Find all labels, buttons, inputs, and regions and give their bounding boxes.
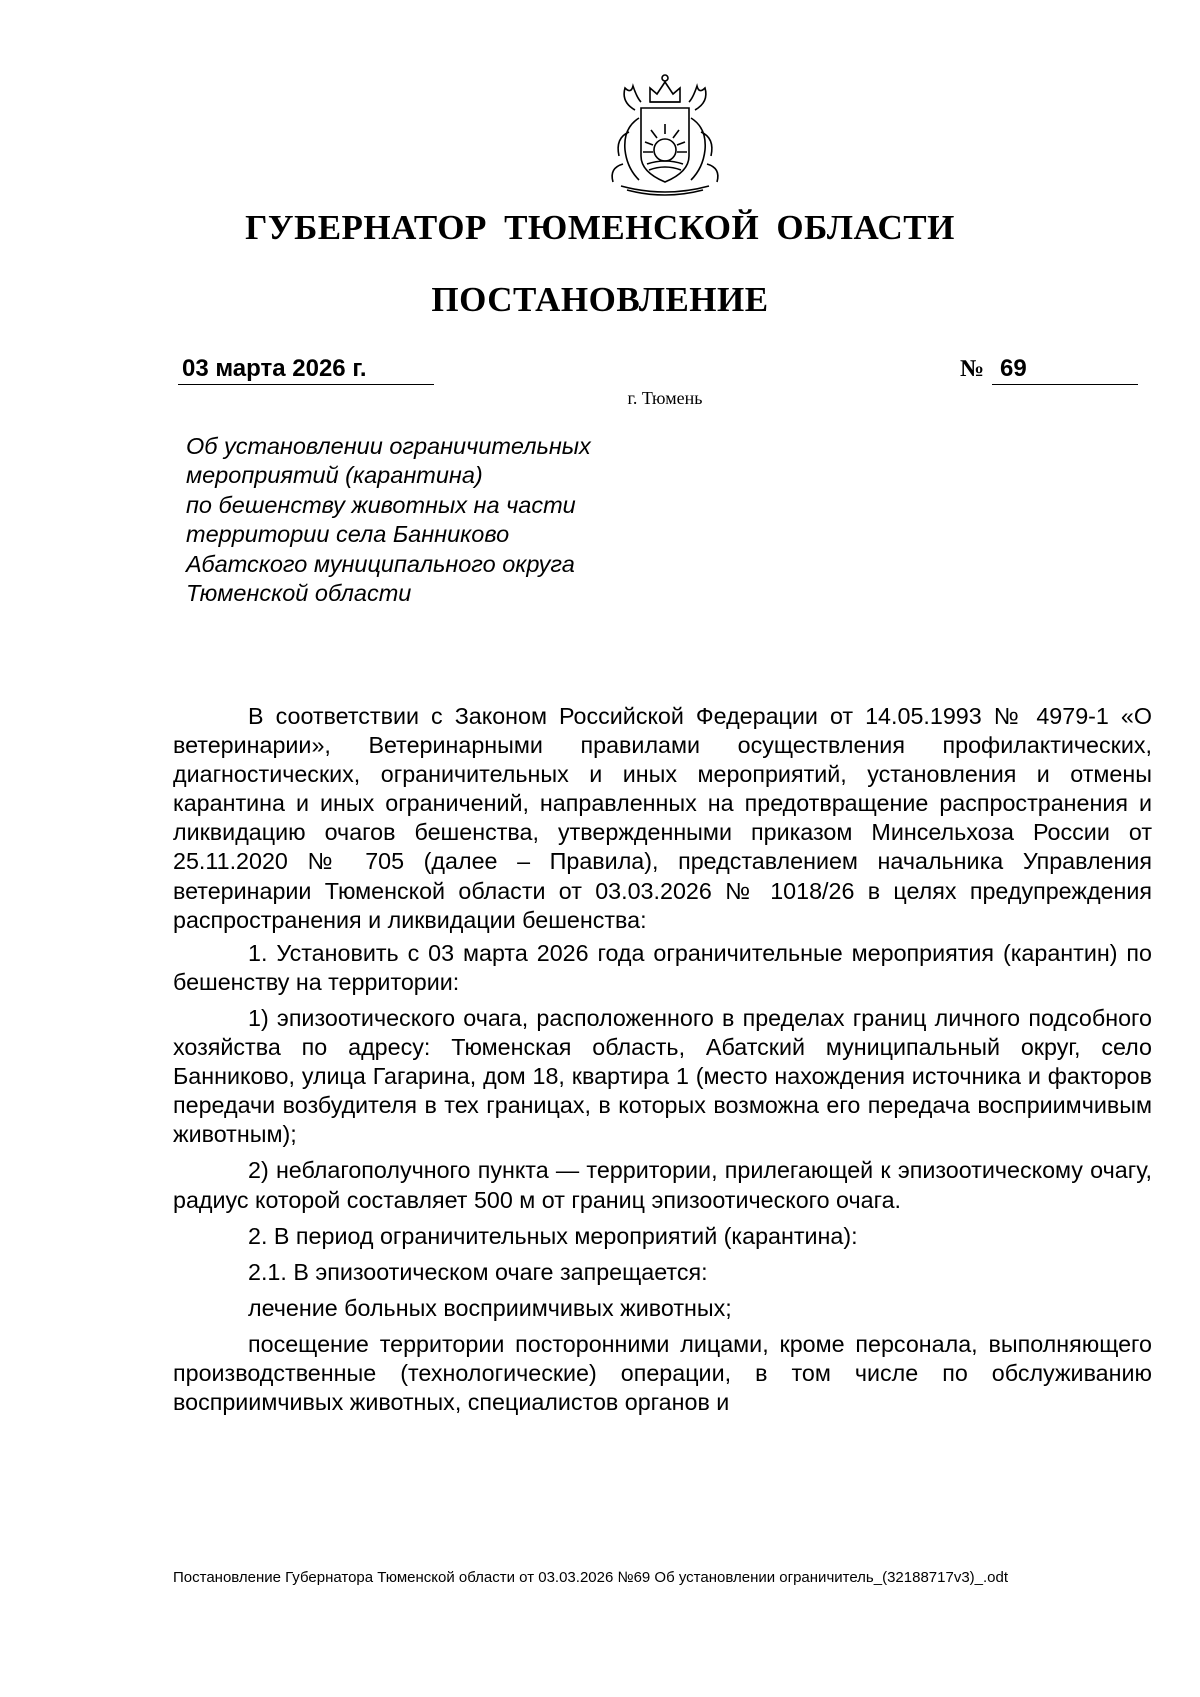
clause-2-1-item: посещение территории посторонними лицами, кроме персонала, выполняющего производственные (технологические) операции, в том числе по обслуживанию восприимчивых животных, специалистов органов и <box>173 1330 1152 1416</box>
clause-1-item-1: 1) эпизоотического очага, расположенного в пределах границ личного подсобного хозяйства по адресу: Тюменская область, Абатский муниципальный округ, село Банниково, улица Гагарина, дом 18, квартира 1 (место нахождения источника и факторов передачи возбудителя в тех границах, в которых возможна его передача восприимчивым животным); <box>173 1004 1152 1148</box>
number-label: № <box>960 356 985 382</box>
title-line: мероприятий (карантина) <box>186 462 483 489</box>
title-line: Об установлении ограничительных <box>186 433 591 459</box>
document-number: 69 <box>992 354 1138 385</box>
document-type: ПОСТАНОВЛЕНИЕ <box>431 280 769 319</box>
document-title <box>186 432 706 608</box>
clause-1: 1. Установить с 03 марта 2026 года ограничительные мероприятия (карантин) по бешенству на территории: <box>173 939 1152 995</box>
document-body <box>173 702 1152 1417</box>
title-line: Абатского муниципального округа <box>186 550 575 577</box>
issuing-authority: ГУБЕРНАТОР ТЮМЕНСКОЙ ОБЛАСТИ <box>245 208 955 247</box>
clause-2: 2. В период ограничительных мероприятий (карантина): <box>248 1222 858 1249</box>
document-place: г. Тюмень <box>627 388 703 408</box>
clause-2-1: 2.1. В эпизоотическом очаге запрещается: <box>248 1258 708 1285</box>
clause-2-1-item: лечение больных восприимчивых животных; <box>248 1294 732 1321</box>
title-line: территории села Банниково <box>186 521 510 548</box>
title-line: Тюменской области <box>186 580 412 607</box>
title-line: по бешенству животных на части <box>186 491 576 518</box>
document-date: 03 марта 2026 г. <box>178 354 434 385</box>
preamble-paragraph: В соответствии с Законом Российской Федерации от 14.05.1993 № 4979-1 «О ветеринарии», Ветеринарными правилами осуществления профилактических, диагностических, ограничительных и иных мероприятий, установления и отмены карантина и иных ограничений, направленных на предотвращение распространения и ликвидацию очагов бешенства, утвержденными приказом Минсельхоза России от 25.11.2020 № 705 (далее – Правила), представлением начальника Управления ветеринарии Тюменской области от 03.03.2026 № 1018/26 в целях предупреждения распространения и ликвидации бешенства: <box>173 703 1152 933</box>
document-footer: Постановление Губернатора Тюменской области от 03.03.2026 №69 Об установлении ограничитель_(32188717v3)_.odt <box>173 1569 1009 1586</box>
clause-1-item-2: 2) неблагополучного пункта — территории, прилегающей к эпизоотическому очагу, радиус которой составляет 500 м от границ эпизоотического очага. <box>173 1157 1152 1213</box>
coat-of-arms-emblem <box>595 72 735 200</box>
